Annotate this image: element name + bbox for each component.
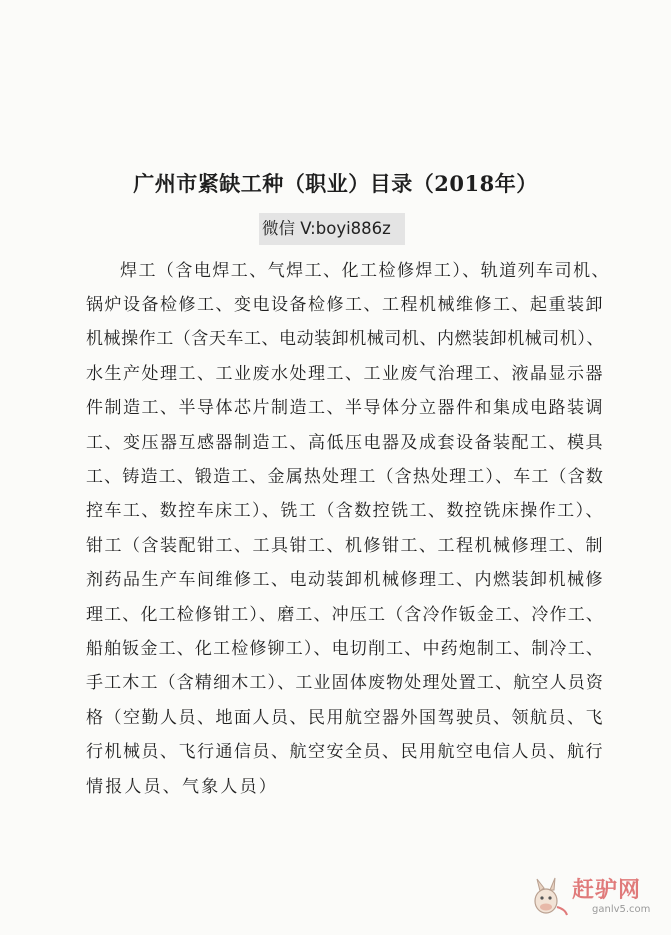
text-line: 机械操作工（含天车工、电动装卸机械司机、内燃装卸机械司机）、 [86, 329, 604, 349]
watermark-label: 微信 V:boyi886z [259, 213, 405, 245]
donkey-icon [532, 877, 570, 917]
logo-text: 赶驴网 [572, 878, 642, 903]
text-line: 控车工、数控车床工）、铣工（含数控铣工、数控铣床操作工）、 [86, 501, 604, 521]
text-line: 剂药品生产车间维修工、电动装卸机械修理工、内燃装卸机械修 [86, 570, 604, 590]
text-line: 理工、化工检修钳工）、磨工、冲压工（含冷作钣金工、冷作工、 [86, 605, 604, 625]
text-line: 工、铸造工、锻造工、金属热处理工（含热处理工）、车工（含数 [86, 467, 604, 487]
text-line: 手工木工（含精细木工）、工业固体废物处理处置工、航空人员资 [86, 673, 604, 693]
text-line: 格（空勤人员、地面人员、民用航空器外国驾驶员、领航员、飞 [86, 708, 604, 728]
text-line: 件制造工、半导体芯片制造工、半导体分立器件和集成电路装调 [86, 398, 604, 418]
text-line: 锅炉设备检修工、变电设备检修工、工程机械维修工、起重装卸 [86, 295, 604, 315]
text-line: 工、变压器互感器制造工、高低压电器及成套设备装配工、模具 [86, 433, 604, 453]
page-title: 广州市紧缺工种（职业）目录（2018年） [133, 171, 538, 196]
logo-url: ganlv5.com [592, 904, 651, 915]
text-line: 情报人员、气象人员） [86, 777, 278, 797]
text-line: 钳工（含装配钳工、工具钳工、机修钳工、工程机械修理工、制 [86, 536, 604, 556]
text-line: 船舶钣金工、化工检修铆工）、电切削工、中药炮制工、制冷工、 [86, 639, 604, 659]
text-line: 行机械员、飞行通信员、航空安全员、民用航空电信人员、航行 [86, 742, 604, 762]
text-line: 焊工（含电焊工、气焊工、化工检修焊工）、轨道列车司机、 [120, 261, 610, 281]
site-logo [532, 873, 666, 929]
text-line: 水生产处理工、工业废水处理工、工业废气治理工、液晶显示器 [86, 364, 604, 384]
